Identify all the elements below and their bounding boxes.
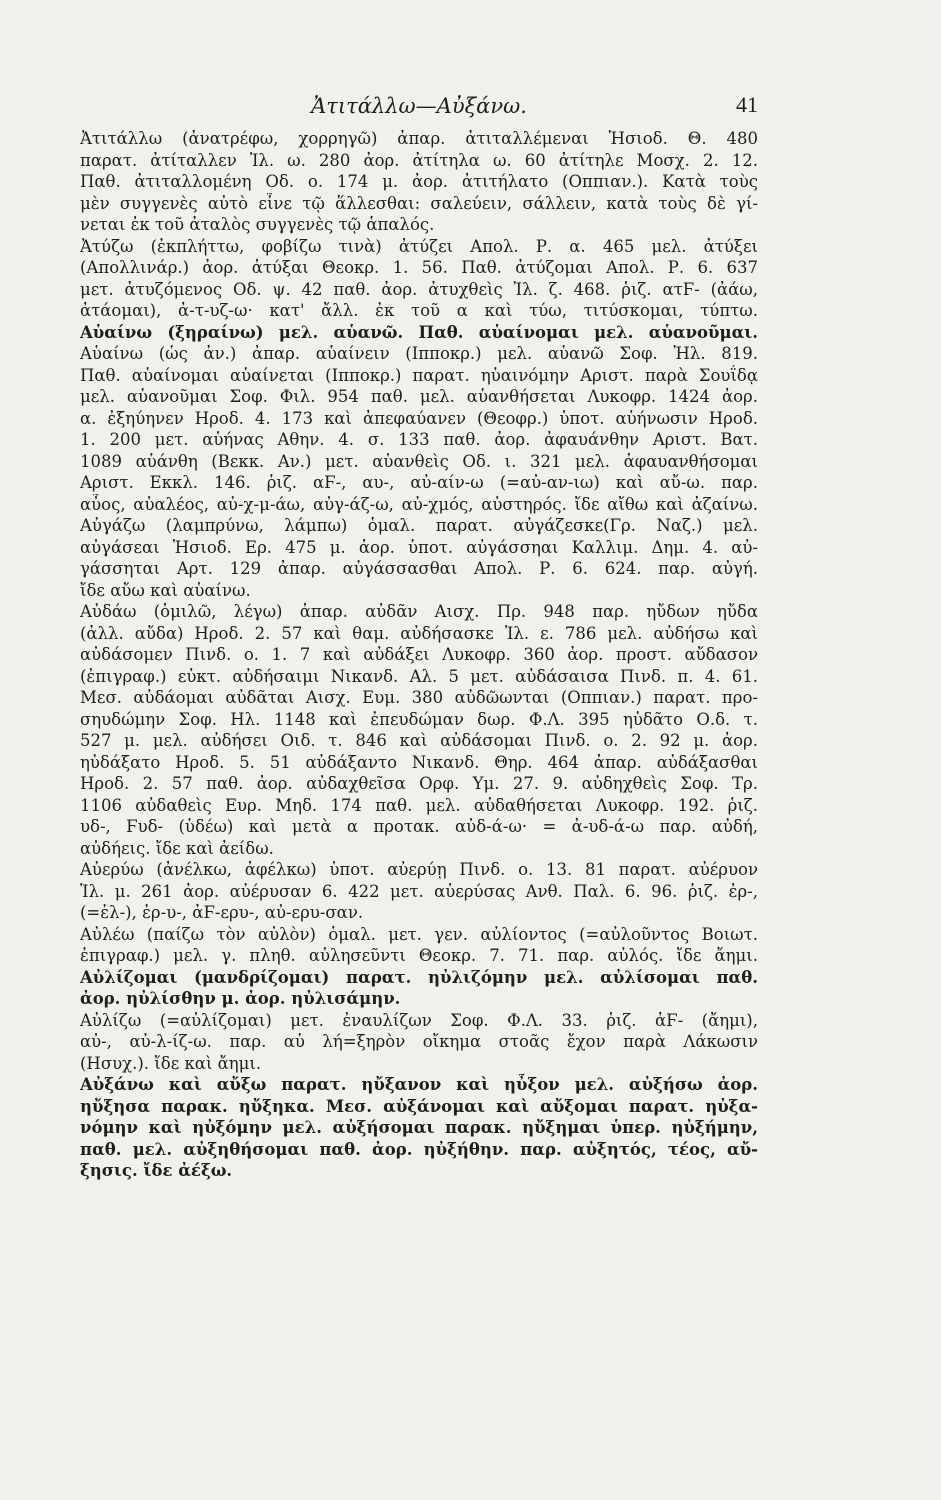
text-line: ηὐδάξατο Ηροδ. 5. 51 αὐδάξαντο Νικανδ. Θηρ. 464 ἀπαρ. αὐδάξασθαι (80, 752, 758, 772)
headword-line: ηὔξησα παρακ. ηὔξηκα. Μεσ. αὐξάνομαι καὶ αὔξομαι παρατ. ηὐξα- (80, 1096, 758, 1116)
headword-line: παθ. μελ. αὐξηθήσομαι παθ. ἀορ. ηὐξήθην. παρ. αὐξητός, τέος, αὔ- (80, 1139, 758, 1159)
text-line: Αὐγάζω (λαμπρύνω, λάμπω) ὁμαλ. παρατ. αὐγάζεσκε(Γρ. Ναζ.) μελ. (80, 516, 758, 535)
running-title: Ἀτιτάλλω—Αὐξάνω. (311, 94, 527, 118)
headword-line: Αὑαίνω (ξηραίνω) μελ. αὑανῶ. Παθ. αὑαίνομαι μελ. αὑανοῦμαι. (80, 322, 758, 342)
text-line: μετ. ἀτυζόμενος Οδ. ψ. 42 παθ. ἀορ. ἀτυχθεὶς Ἰλ. ζ. 468. ῥιζ. ατϜ- (ἀάω, (80, 279, 758, 299)
headword-line: νόμην καὶ ηὐξόμην μελ. αὐξήσομαι παρακ. ηὔξημαι ὑπερ. ηὐξήμην, (80, 1118, 758, 1137)
text-line: Μεσ. αὐδάομαι αὐδᾶται Αισχ. Ευμ. 380 αὐδῶωνται (Οππιαν.) παρατ. προ- (80, 688, 758, 707)
headword-line: ξησις. ἴδε ἀέξω. (80, 1161, 233, 1180)
text-line: 1. 200 μετ. αὑήνας Αθην. 4. σ. 133 παθ. ἀορ. ἀφαυάνθην Αριστ. Βατ. (80, 430, 758, 449)
text-line: Αὐερύω (ἀνέλκω, ἀφέλκω) ὑποτ. αὐερύῃ Πινδ. ο. 13. 81 παρατ. αὐέρυον (80, 860, 758, 879)
headword-line: ἀορ. ηὐλίσθην μ. ἀορ. ηὐλισάμην. (80, 989, 401, 1008)
headword-line: Αὐξάνω καὶ αὔξω παρατ. ηὔξανον καὶ ηὖξον μελ. αὐξήσω ἀορ. (80, 1075, 758, 1094)
text-line: αὐγάσεαι Ἡσιοδ. Ερ. 475 μ. ἀορ. ὑποτ. αὐγάσσηαι Καλλιμ. Δημ. 4. αὐ- (80, 537, 758, 557)
text-line: Παθ. αὑαίνομαι αὑαίνεται (Ιπποκρ.) παρατ. ηὑαινόμην Αριστ. παρὰ Σουΐδᾳ (80, 365, 758, 385)
text-line: (ἐπιγραφ.) εὐκτ. αὐδήσαιμι Νικανδ. Αλ. 5 μετ. αὐδάσαισα Πινδ. π. 4. 61. (80, 666, 758, 686)
text-line: Ἀτύζω (ἐκπλήττω, φοβίζω τινὰ) ἀτύζει Απολ. Ρ. α. 465 μελ. ἀτύξει (80, 236, 758, 256)
page-header (80, 88, 758, 128)
text-line: (Απολλινάρ.) ἀορ. ἀτύξαι Θεοκρ. 1. 56. Παθ. ἀτύζομαι Απολ. Ρ. 6. 637 (80, 258, 758, 277)
text-line: νεται ἐκ τοῦ ἀταλὸς συγγενὲς τῷ ἁπαλός. (80, 215, 435, 234)
text-line: Αριστ. Εκκλ. 146. ῥιζ. αϜ-, αυ-, αὐ-αίν-ω (=αὐ-αν-ιω) καὶ αὔ-ω. παρ. (80, 473, 758, 492)
text-line: Αὐλέω (παίζω τὸν αὐλὸν) ὁμαλ. μετ. γεν. αὐλίοντος (=αὐλοῦντος Βοιωτ. (80, 924, 758, 944)
text-line: μὲν συγγενὲς αὐτὸ εἶνε τῷ ἅλλεσθαι: σαλεύειν, σάλλειν, κατὰ τοὺς δὲ γί- (80, 193, 758, 213)
text-line: Παθ. ἀτιταλλομένη Οδ. ο. 174 μ. ἀορ. ἀτιτήλατο (Οππιαν.). Κατὰ τοὺς (80, 172, 758, 191)
text-line: 527 μ. μελ. αὐδήσει Οιδ. τ. 846 καὶ αὐδάσομαι Πινδ. ο. 2. 92 μ. ἀορ. (80, 731, 758, 750)
text-line: παρατ. ἀτίταλλεν Ἰλ. ω. 280 ἀορ. ἀτίτηλα ω. 60 ἀτίτηλε Μοσχ. 2. 12. (80, 150, 758, 170)
text-line: Ηροδ. 2. 57 παθ. ἀορ. αὐδαχθεῖσα Ορφ. Υμ. 27. 9. αὐδηχθεὶς Σοφ. Τρ. (80, 774, 758, 793)
text-line: ἀτάομαι), ἀ-τ-υζ-ω· κατ' ἄλλ. ἐκ τοῦ α καὶ τύω, τιτύσκομαι, τύπτω. (80, 301, 758, 320)
text-line: γάσσηται Αρτ. 129 ἀπαρ. αὐγάσσασθαι Απολ. Ρ. 6. 624. παρ. αὐγή. (80, 559, 758, 578)
text-line: Αὑαίνω (ὡς ἀν.) ἀπαρ. αὑαίνειν (Ιπποκρ.) μελ. αὑανῶ Σοφ. Ἠλ. 819. (80, 344, 758, 363)
dictionary-text (80, 128, 758, 1182)
text-line: Αὐδάω (ὁμιλῶ, λέγω) ἀπαρ. αὐδᾶν Αισχ. Πρ. 948 παρ. ηὔδων ηὔδα (80, 602, 758, 621)
text-line: υδ-, Ϝυδ- (ὑδέω) καὶ μετὰ α προτακ. αὐδ-ά-ω· = ἀ-υδ-ά-ω παρ. αὐδή, (80, 817, 758, 836)
page-number: 41 (736, 92, 758, 117)
text-line: αὐδήεις. ἴδε καὶ ἀείδω. (80, 838, 274, 858)
text-line: 1089 αὑάνθη (Βεκκ. Αν.) μετ. αὑανθεὶς Οδ. ι. 321 μελ. ἀφαυανθήσομαι (80, 451, 758, 471)
text-line: μελ. αὑανοῦμαι Σοφ. Φιλ. 954 παθ. μελ. αὑανθήσεται Λυκοφρ. 1424 ἀορ. (80, 387, 758, 406)
text-line: αὐδάσομεν Πινδ. ο. 1. 7 καὶ αὐδάξει Λυκοφρ. 360 ἀορ. προστ. αὔδασον (80, 645, 758, 664)
text-line: ἐπιγραφ.) μελ. γ. πληθ. αὐλησεῦντι Θεοκρ. 7. 71. παρ. αὐλός. ἴδε ἄημι. (80, 946, 758, 965)
text-line: 1106 αὐδαθεὶς Ευρ. Μηδ. 174 παθ. μελ. αὐδαθήσεται Λυκοφρ. 192. ῥιζ. (80, 795, 758, 815)
text-line: (=ἑλ-), ἐρ-υ-, ἀϜ-ερυ-, αὐ-ερυ-σαν. (80, 903, 364, 922)
text-line: ἴδε αὔω καὶ αὑαίνω. (80, 580, 251, 600)
text-line: (ἀλλ. αὔδα) Ηροδ. 2. 57 καὶ θαμ. αὐδήσασκε Ἰλ. ε. 786 μελ. αὐδήσω καὶ (80, 623, 758, 643)
text-line: αὐ-, αὐ-λ-ίζ-ω. παρ. αὐ λή=ξηρὸν οἴκημα στοᾶς ἔχον παρὰ Λάκωσιν (80, 1032, 758, 1051)
headword-line: Αὐλίζομαι (μανδρίζομαι) παρατ. ηὐλιζόμην μελ. αὐλίσομαι παθ. (80, 967, 758, 987)
text-line: (Ησυχ.). ἴδε καὶ ἄημι. (80, 1053, 262, 1073)
text-line: Ἰλ. μ. 261 ἀορ. αὐέρυσαν 6. 422 μετ. αὐερύσας Ανθ. Παλ. 6. 96. ῥιζ. ἐρ-, (80, 881, 758, 901)
text-line: αὖος, αὑαλέος, αὐ-χ-μ-άω, αὐγ-άζ-ω, αὐ-χμός, αὐστηρός. ἴδε αἴθω καὶ ἀζαίνω. (80, 494, 758, 514)
text-line: α. ἐξηύηνεν Ηροδ. 4. 173 καὶ ἀπεφαύανεν (Θεοφρ.) ὑποτ. αὑήνωσιν Ηροδ. (80, 408, 758, 428)
text-line: Αὐλίζω (=αὐλίζομαι) μετ. ἐναυλίζων Σοφ. Φ.Λ. 33. ῥιζ. ἀϜ- (ἄημι), (80, 1010, 758, 1030)
text-line: Ἀτιτάλλω (ἀνατρέφω, χορρηγῶ) ἀπαρ. ἀτιταλλέμεναι Ἡσιοδ. Θ. 480 (80, 129, 758, 148)
text-line: σηυδώμην Σοφ. Ηλ. 1148 καὶ ἐπευδώμαν δωρ. Φ.Λ. 395 ηὐδᾶτο Ο.δ. τ. (80, 709, 758, 729)
